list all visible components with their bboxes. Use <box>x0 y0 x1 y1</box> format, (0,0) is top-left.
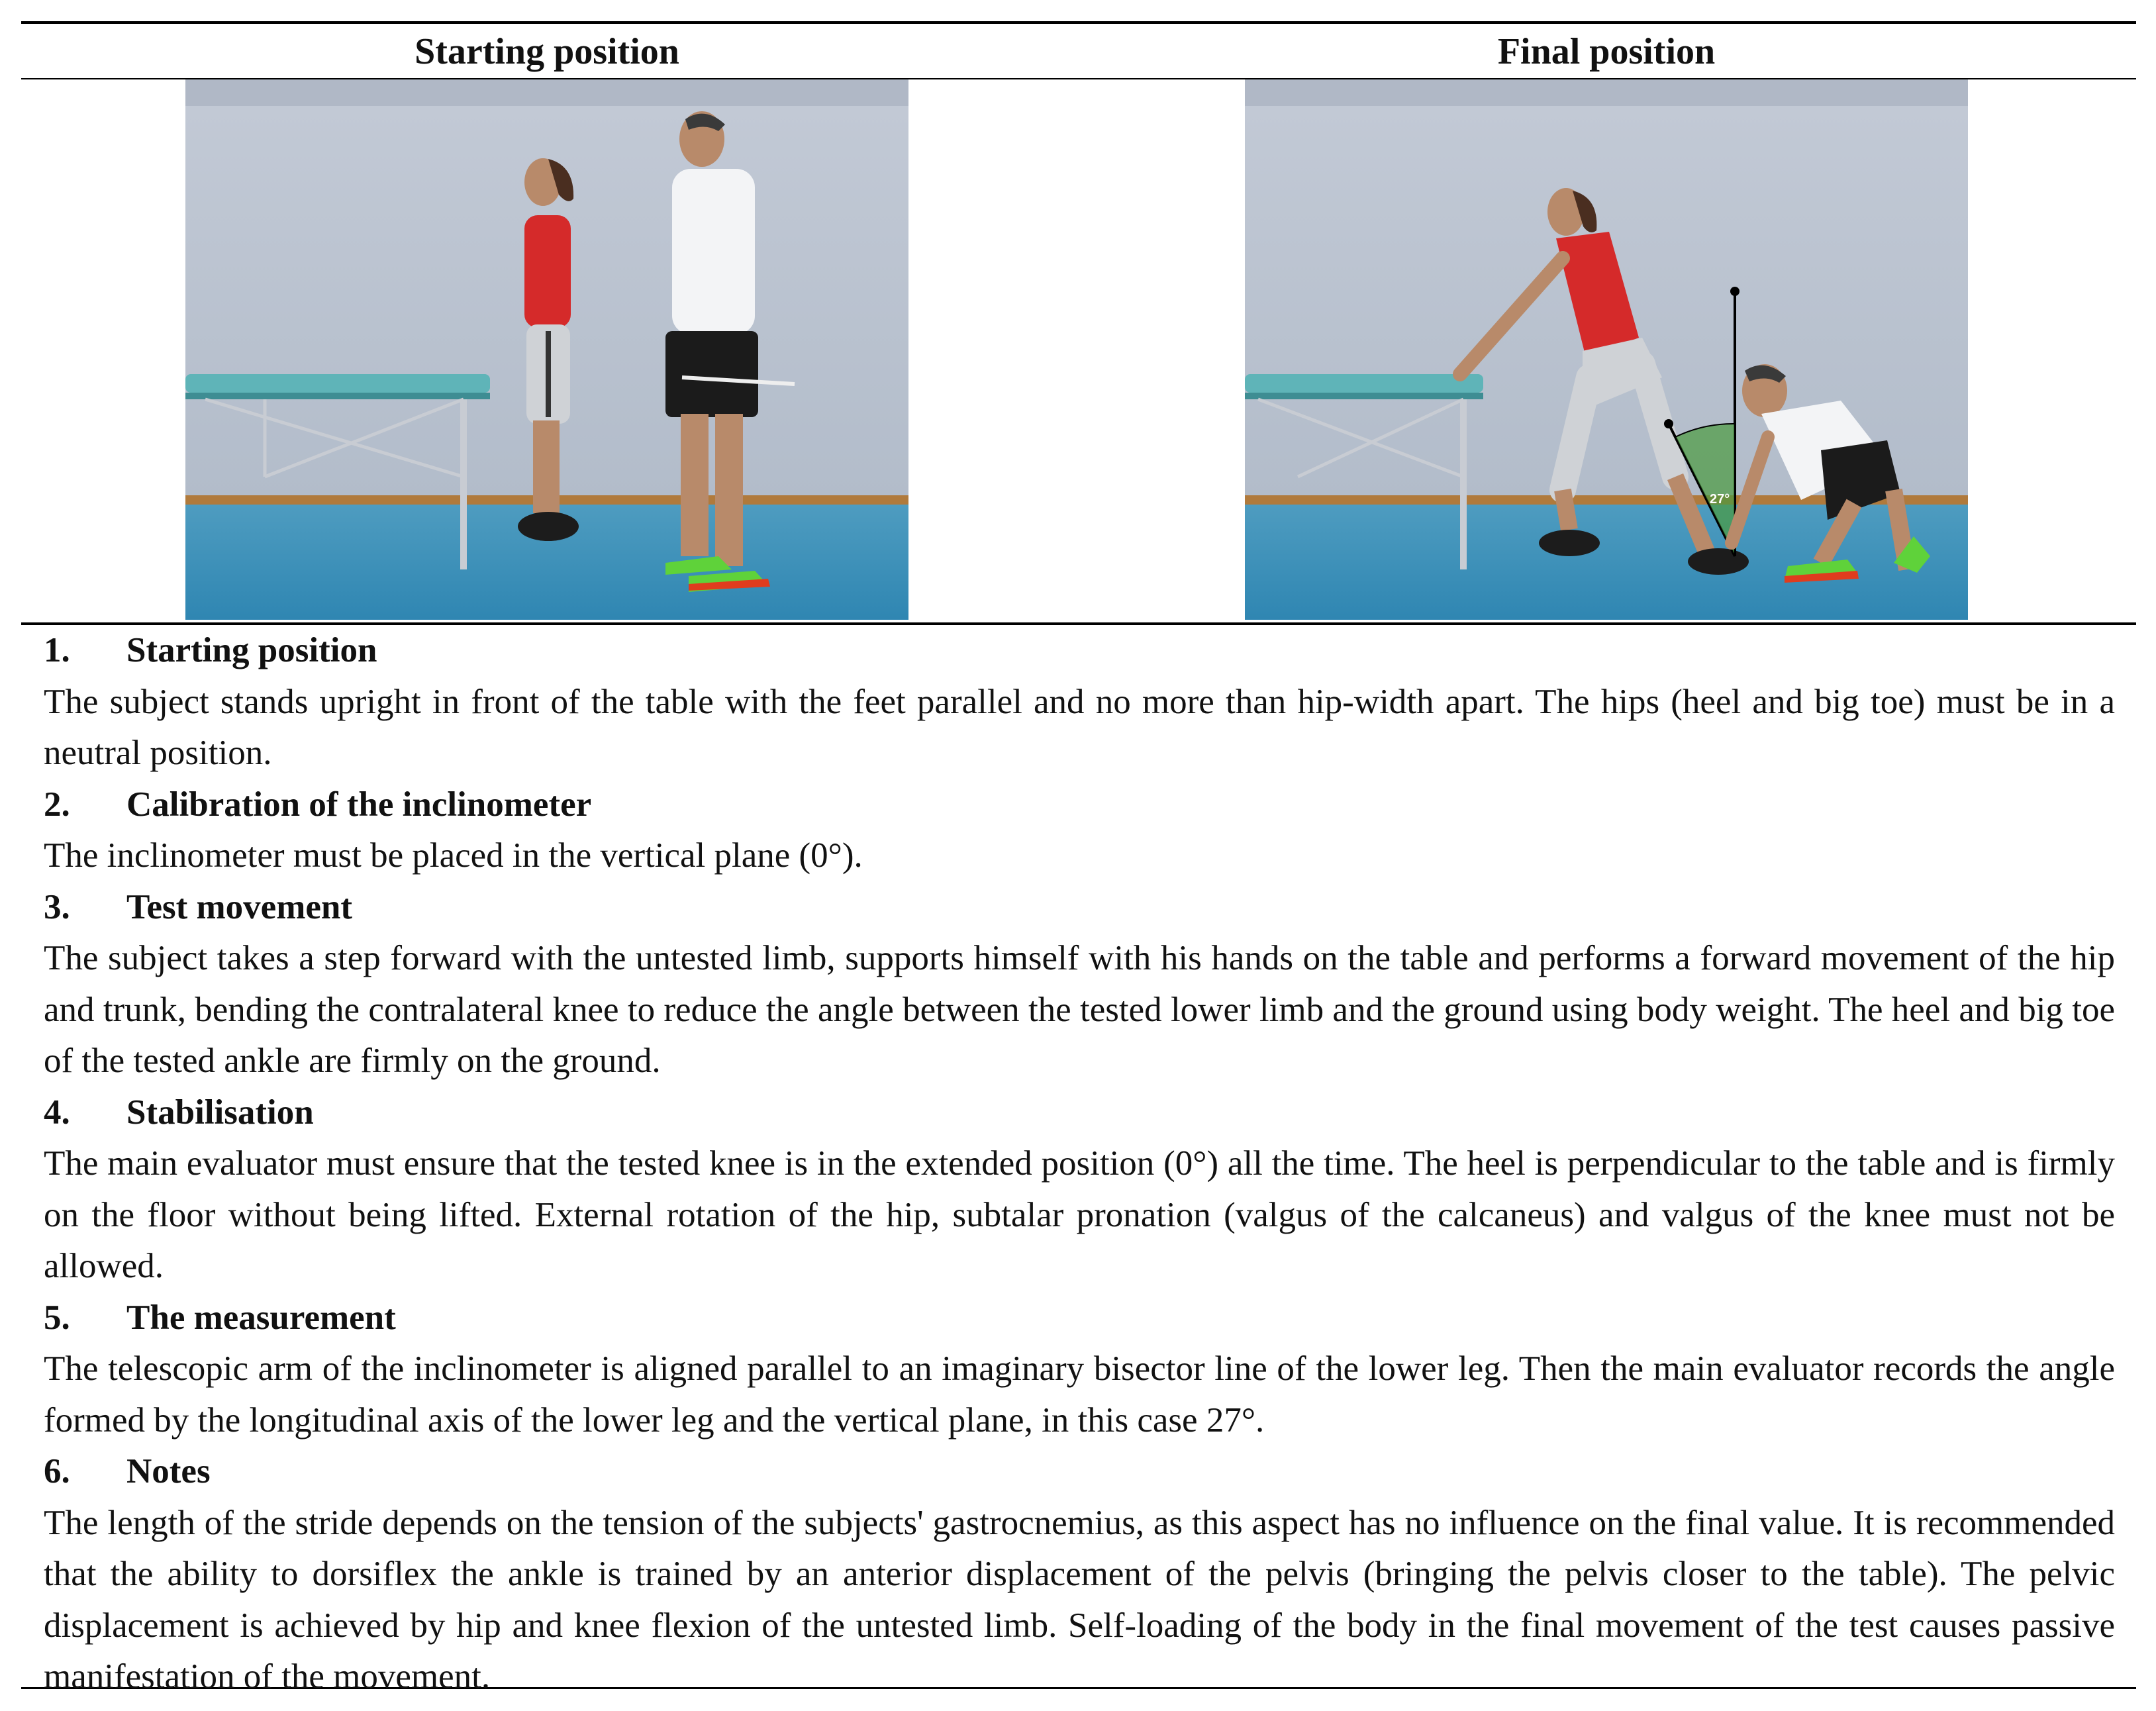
header-final-position: Final position <box>1497 31 1716 72</box>
step-4 <box>44 1087 2115 1293</box>
step-6 <box>44 1446 2115 1703</box>
step-title: Starting position <box>126 631 377 669</box>
top-rule <box>21 21 2136 24</box>
step-description: The main evaluator must ensure that the tested knee is in the extended position (0°) all the time. The heel is perpendicular to the table and is firmly on the floor without being lifted. External rotation of the hip, subtalar pronation (valgus of the calcaneus) and valgus of the knee must not be allowed. <box>44 1144 2115 1285</box>
step-title: Calibration of the inclinometer <box>126 785 592 824</box>
angle-label: 27° <box>1710 492 1730 507</box>
step-title: Stabilisation <box>126 1093 314 1132</box>
step-number: 6. <box>44 1452 70 1491</box>
step-title: The measurement <box>126 1298 396 1337</box>
step-title: Test movement <box>126 887 353 926</box>
step-description: The subject takes a step forward with the untested limb, supports himself with his hands on the table and performs a forward movement of the hip and trunk, bending the contralateral knee to reduce the angle between the tested lower limb and the ground using body weight. The heel and big toe of the tested ankle are firmly on the ground. <box>44 939 2115 1080</box>
step-number: 3. <box>44 887 70 926</box>
step-title: Notes <box>126 1452 211 1491</box>
header-starting-position: Starting position <box>415 31 679 72</box>
step-description: The subject stands upright in front of the table with the feet parallel and no more than hip-width apart. The hips (heel and big toe) must be in a neutral position. <box>44 682 2115 772</box>
step-1 <box>44 625 2115 779</box>
protocol-steps <box>44 625 2115 1703</box>
step-number: 1. <box>44 631 70 669</box>
step-3 <box>44 882 2115 1087</box>
step-description: The length of the stride depends on the tension of the subjects' gastrocnemius, as this aspect has no influence on the final value. It is recommended that the ability to dorsiflex the ankle is trained by an anterior displacement of the pelvis (bringing the pelvis closer to the table). The pelvic displacement is achieved by hip and knee flexion of the untested limb. Self-loading of the body in the final movement of the test causes passive manifestation of the movement. <box>44 1503 2115 1696</box>
final-position-photo <box>1245 79 1968 620</box>
step-description: The inclinometer must be placed in the vertical plane (0°). <box>44 836 863 875</box>
step-5 <box>44 1293 2115 1447</box>
step-2 <box>44 779 2115 882</box>
step-description: The telescopic arm of the inclinometer is aligned parallel to an imaginary bisector line of the lower leg. Then the main evaluator records the angle formed by the longitudinal axis of the lower leg and the vertical plane, in this case 27°. <box>44 1349 2115 1440</box>
starting-position-photo <box>185 79 908 620</box>
step-number: 5. <box>44 1298 70 1337</box>
step-number: 4. <box>44 1093 70 1132</box>
step-number: 2. <box>44 785 70 824</box>
